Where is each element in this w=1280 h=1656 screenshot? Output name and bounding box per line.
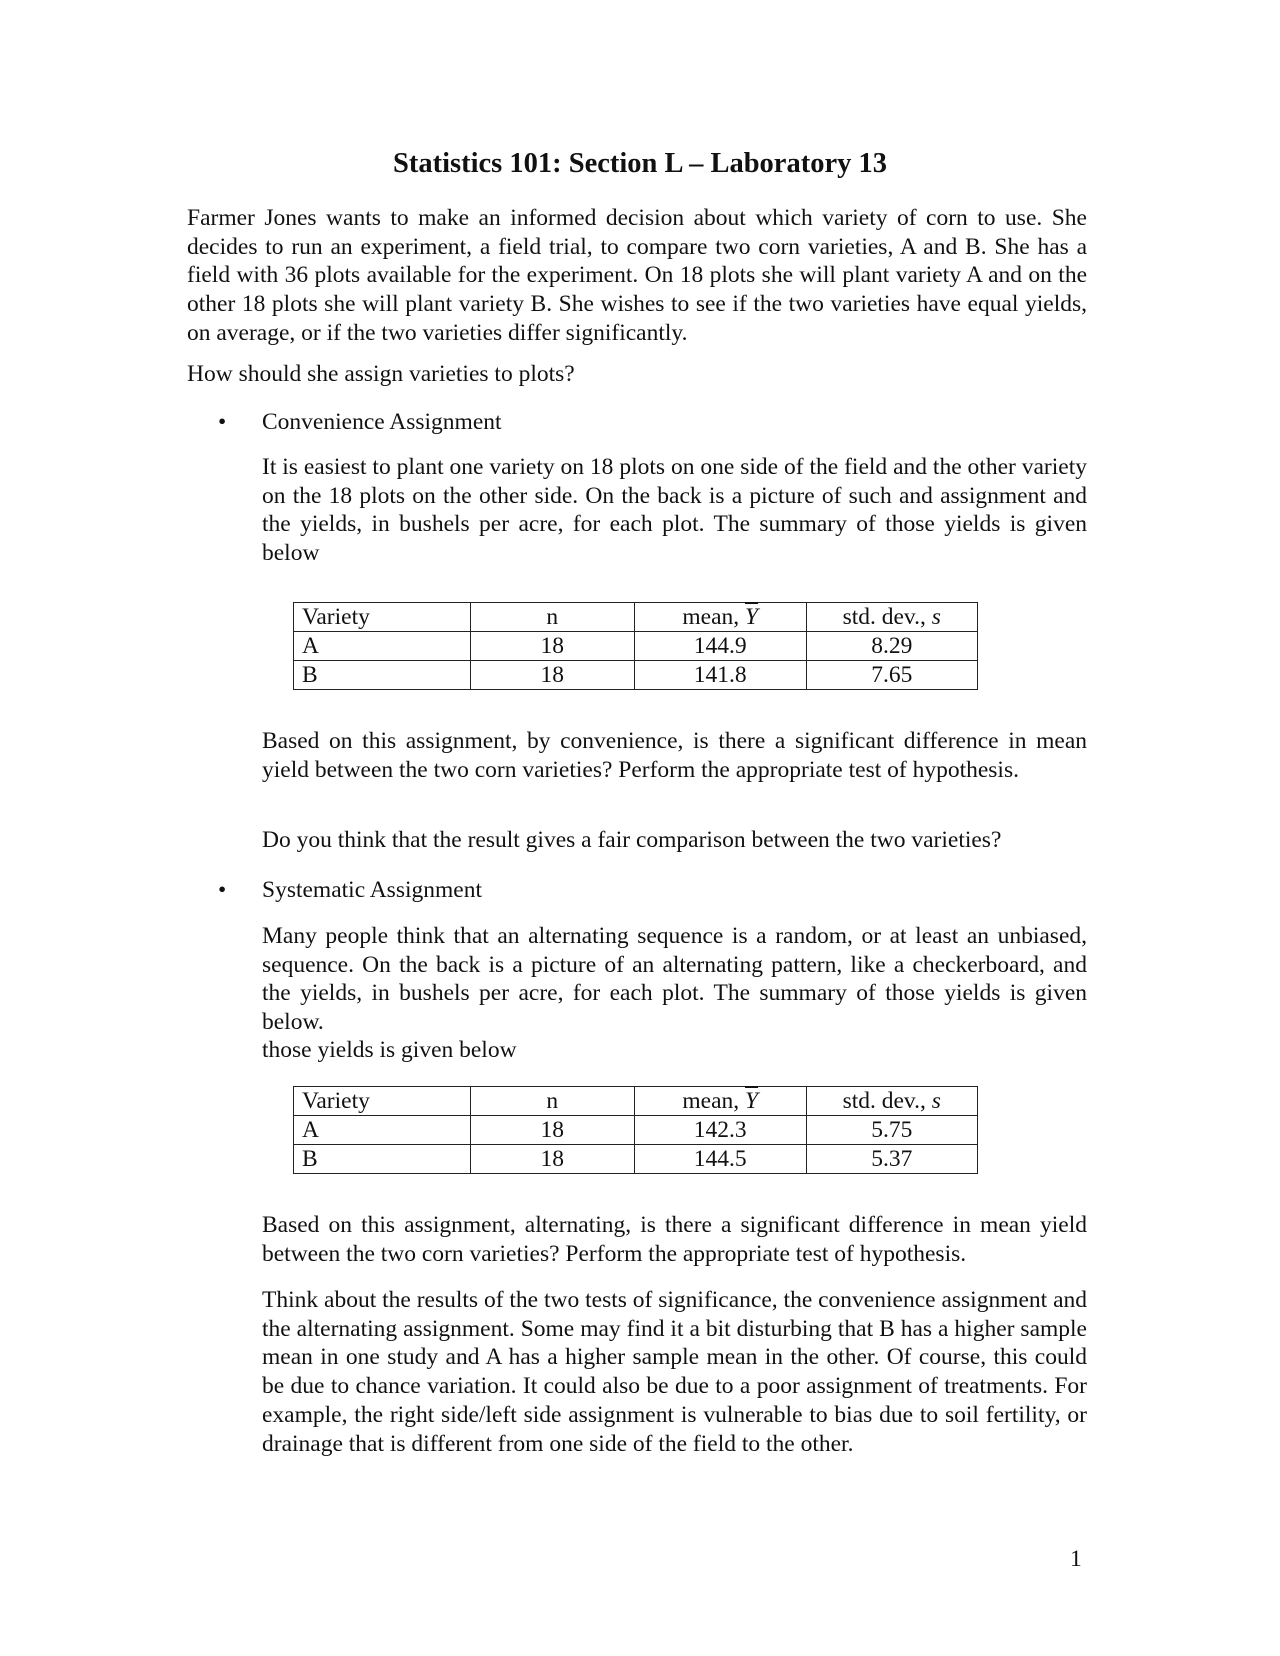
cell-mean: 141.8 <box>634 661 806 690</box>
table-row <box>294 632 978 661</box>
cell-n: 18 <box>470 1145 634 1174</box>
header-n: n <box>470 1087 634 1116</box>
cell-n: 18 <box>470 632 634 661</box>
cell-variety: A <box>294 1116 471 1145</box>
convenience-summary-table <box>293 602 978 690</box>
cell-std-dev: 5.75 <box>806 1116 978 1145</box>
header-std-dev: std. dev., s <box>806 1087 978 1116</box>
y-bar-symbol: $\overline{Y}$ <box>745 604 759 630</box>
intro-paragraph: Farmer Jones wants to make an informed decision about which variety of corn to use. She decides to run an experiment, a field trial, to compare two corn varieties, A and B. She has a field with 36 plots available for the experiment. On 18 plots she will plant variety A and on the other 18 plots she will plant variety B. She wishes to see if the two varieties have equal yields, on average, or if the two varieties differ significantly. <box>187 205 1087 346</box>
cell-mean: 142.3 <box>634 1116 806 1145</box>
convenience-question: Based on this assignment, by convenience, is there a significant difference in mean yield between the two corn varieties? Perform the appropriate test of hypothesis. <box>262 728 1087 783</box>
s-symbol: s <box>931 1088 941 1114</box>
systematic-summary-table <box>293 1086 978 1174</box>
convenience-description: It is easiest to plant one variety on 18 plots on one side of the field and the other variety on the 18 plots on the other side. On the back is a picture of such and assignment and the yields, in bushels per acre, for each plot. The summary of those yields is given below <box>262 454 1087 567</box>
systematic-description: Many people think that an alternating sequence is a random, or at least an unbiased, sequence. On the back is a picture of an alternating pattern, like a checkerboard, and the yields, in bushels per acre, for each plot. The summary of those yields is given below. <box>262 923 1087 1036</box>
convenience-bullet-item <box>218 408 502 436</box>
header-variety: Variety <box>294 603 471 632</box>
table-row <box>294 1145 978 1174</box>
table-header-row <box>294 603 978 632</box>
bullet-icon: • <box>218 877 227 903</box>
table-header-row <box>294 1087 978 1116</box>
fairness-question: Do you think that the result gives a fair comparison between the two varieties? <box>262 827 1002 853</box>
systematic-description-repeat: those yields is given below <box>262 1037 517 1063</box>
page-number: 1 <box>1070 1546 1082 1572</box>
header-n: n <box>470 603 634 632</box>
cell-mean: 144.5 <box>634 1145 806 1174</box>
systematic-bullet-item <box>218 876 482 904</box>
cell-std-dev: 8.29 <box>806 632 978 661</box>
cell-n: 18 <box>470 1116 634 1145</box>
bullet-icon: • <box>218 409 227 435</box>
cell-variety: B <box>294 1145 471 1174</box>
header-mean: mean, $\overline{Y}$ <box>634 603 806 632</box>
table-row <box>294 1116 978 1145</box>
table-row <box>294 661 978 690</box>
y-bar-symbol: $\overline{Y}$ <box>745 1088 759 1114</box>
convenience-heading: Convenience Assignment <box>262 409 502 435</box>
systematic-question: Based on this assignment, alternating, is there a significant difference in mean yield between the two corn varieties? Perform the appropriate test of hypothesis. <box>262 1212 1087 1267</box>
assignment-question: How should she assign varieties to plots? <box>187 361 575 387</box>
cell-variety: A <box>294 632 471 661</box>
cell-n: 18 <box>470 661 634 690</box>
s-symbol: s <box>931 604 941 630</box>
discussion-paragraph: Think about the results of the two tests of significance, the convenience assignment and the alternating assignment. Some may find it a bit disturbing that B has a higher sample mean in one study and A has a higher sample mean in the other. Of course, this could be due to chance variation. It could also be due to a poor assignment of treatments. For example, the right side/left side assignment is vulnerable to bias due to soil fertility, or drainage that is different from one side of the field to the other. <box>262 1287 1087 1457</box>
cell-mean: 144.9 <box>634 632 806 661</box>
header-mean: mean, $\overline{Y}$ <box>634 1087 806 1116</box>
cell-std-dev: 5.37 <box>806 1145 978 1174</box>
systematic-heading: Systematic Assignment <box>262 877 482 903</box>
header-std-dev: std. dev., s <box>806 603 978 632</box>
cell-std-dev: 7.65 <box>806 661 978 690</box>
page-title: Statistics 101: Section L – Laboratory 13 <box>393 148 887 179</box>
cell-variety: B <box>294 661 471 690</box>
header-variety: Variety <box>294 1087 471 1116</box>
